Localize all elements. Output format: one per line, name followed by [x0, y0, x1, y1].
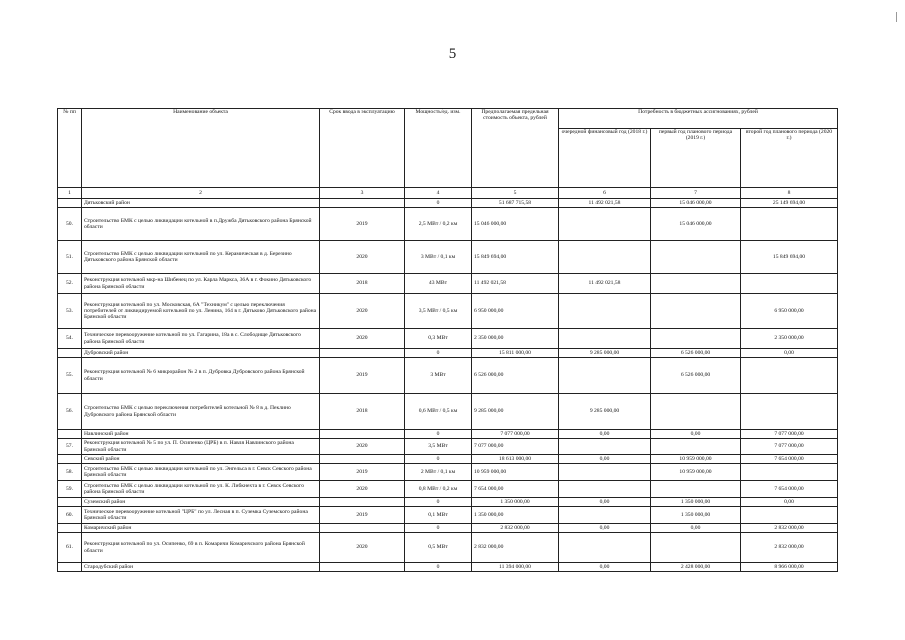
object-row [58, 439, 838, 455]
object-row [58, 481, 838, 498]
district-cost: 2 832 000,00 [472, 524, 559, 533]
object-name: Строительство БМК с целью ликвидации котельной по ул. К. Либкнехта в г. Севск Севского района Брянской области [82, 481, 320, 498]
district-capacity: 0 [405, 349, 472, 358]
investment-table [57, 108, 838, 572]
object-2019 [651, 274, 741, 294]
object-2018 [559, 439, 651, 455]
object-cost: 7 077 000,00 [472, 439, 559, 455]
object-date: 2019 [320, 464, 405, 481]
object-name: Строительство БМК с целью переключения потребителей котельной № 8 в д. Пеклино Дубровского района Брянской области [82, 394, 320, 430]
district-cost: 1 350 000,00 [472, 498, 559, 507]
district-2020: 7 654 000,00 [741, 455, 838, 464]
district-capacity: 0 [405, 524, 472, 533]
district-2018: 0,00 [559, 498, 651, 507]
object-name: Реконструкция котельной по ул. Осипенко, 69 в п. Комаричи Комаричского района Брянской области [82, 533, 320, 563]
object-number: 51. [58, 241, 82, 274]
object-row [58, 533, 838, 563]
object-2018 [559, 533, 651, 563]
district-2020: 25 149 694,00 [741, 199, 838, 208]
object-2019 [651, 241, 741, 274]
object-number: 55. [58, 358, 82, 394]
object-number: 53. [58, 294, 82, 329]
district-row [58, 199, 838, 208]
district-2018: 0,00 [559, 430, 651, 439]
object-date: 2018 [320, 274, 405, 294]
object-date: 2020 [320, 533, 405, 563]
district-row [58, 349, 838, 358]
district-capacity: 0 [405, 430, 472, 439]
object-2020 [741, 208, 838, 241]
object-name: Техническое перевооружение котельной по ул. Гагарина, 18а в с. Слободище Дятьковского района Брянской области [82, 329, 320, 349]
district-2019: 6 526 000,00 [651, 349, 741, 358]
header-2019: первый год планового периода (2019 г.) [651, 129, 741, 188]
district-cost: 51 687 715,58 [472, 199, 559, 208]
object-number: 54. [58, 329, 82, 349]
object-number: 58. [58, 464, 82, 481]
district-cost: 7 077 000,00 [472, 430, 559, 439]
district-2020: 0,00 [741, 349, 838, 358]
district-2018: 0,00 [559, 455, 651, 464]
district-row [58, 563, 838, 572]
object-2018 [559, 241, 651, 274]
district-2019: 0,00 [651, 524, 741, 533]
object-row [58, 464, 838, 481]
district-name: Суземский район [82, 498, 320, 507]
object-name: Реконструкция котельной мкр-на Шибенец по ул. Карла Маркса, 36А в г. Фокино Дятьковского района Брянской области [82, 274, 320, 294]
object-cost: 15 046 000,00 [472, 208, 559, 241]
column-number: 7 [651, 188, 741, 199]
object-2018 [559, 358, 651, 394]
header-date: Срок ввода в эксплуатацию [320, 109, 405, 188]
object-row [58, 507, 838, 524]
district-2020: 0,00 [741, 498, 838, 507]
district-2019: 1 350 000,00 [651, 498, 741, 507]
object-date: 2020 [320, 329, 405, 349]
object-date: 2018 [320, 394, 405, 430]
object-row [58, 358, 838, 394]
object-2019 [651, 294, 741, 329]
object-2019 [651, 533, 741, 563]
column-number: 8 [741, 188, 838, 199]
object-2020: 15 849 694,00 [741, 241, 838, 274]
object-date: 2020 [320, 481, 405, 498]
header-no: № пп [58, 109, 82, 188]
object-2020 [741, 274, 838, 294]
column-number: 4 [405, 188, 472, 199]
district-cost: 11 394 000,00 [472, 563, 559, 572]
header-cost: Предполагаемая предельная стоимость объекта, рублей [472, 109, 559, 188]
object-capacity: 2,5 МВт / 0,2 км [405, 208, 472, 241]
object-2020 [741, 358, 838, 394]
object-2020: 2 832 000,00 [741, 533, 838, 563]
header-need: Потребность в бюджетных ассигнованиях, рублей [559, 109, 838, 129]
object-capacity: 0,8 МВт / 0,2 км [405, 481, 472, 498]
object-cost: 1 350 000,00 [472, 507, 559, 524]
object-cost: 6 526 000,00 [472, 358, 559, 394]
page-number: 5 [448, 46, 457, 62]
district-row [58, 430, 838, 439]
district-name: Навлинский район [82, 430, 320, 439]
object-2018 [559, 329, 651, 349]
object-2019 [651, 439, 741, 455]
object-cost: 6 950 000,00 [472, 294, 559, 329]
object-2019 [651, 394, 741, 430]
district-2019: 15 046 000,00 [651, 199, 741, 208]
object-2018 [559, 481, 651, 498]
object-number: 56. [58, 394, 82, 430]
district-cost: 15 811 000,00 [472, 349, 559, 358]
object-2020 [741, 394, 838, 430]
object-row [58, 329, 838, 349]
object-capacity: 3,5 МВт [405, 439, 472, 455]
object-name: Строительство БМК с целью ликвидации котельной по ул. Энгельса в г. Севск Севского района Брянской области [82, 464, 320, 481]
object-2018 [559, 507, 651, 524]
object-2018: 9 285 000,00 [559, 394, 651, 430]
object-2018: 11 492 021,58 [559, 274, 651, 294]
object-row [58, 394, 838, 430]
object-capacity: 3 МВт / 0,1 км [405, 241, 472, 274]
object-2018 [559, 208, 651, 241]
object-2019: 15 046 000,00 [651, 208, 741, 241]
object-cost: 11 492 021,58 [472, 274, 559, 294]
district-2019: 0,00 [651, 430, 741, 439]
object-cost: 9 285 000,00 [472, 394, 559, 430]
header-capacity: Мощность/ед. изм. [405, 109, 472, 188]
column-number-row [58, 188, 838, 199]
district-2019: 10 959 000,00 [651, 455, 741, 464]
header-2018: очередной финансовый год (2018 г.) [559, 129, 651, 188]
object-capacity: 3 МВт [405, 358, 472, 394]
object-2018 [559, 294, 651, 329]
column-number: 6 [559, 188, 651, 199]
object-capacity: 43 МВт [405, 274, 472, 294]
object-cost: 15 849 694,00 [472, 241, 559, 274]
object-number: 59. [58, 481, 82, 498]
object-cost: 7 654 000,00 [472, 481, 559, 498]
object-row [58, 208, 838, 241]
object-number: 52. [58, 274, 82, 294]
column-number: 5 [472, 188, 559, 199]
district-row [58, 524, 838, 533]
district-name: Комаричский район [82, 524, 320, 533]
object-date: 2019 [320, 208, 405, 241]
district-name: Дятьковский район [82, 199, 320, 208]
column-number: 3 [320, 188, 405, 199]
object-name: Техническое перевооружение котельной "ЦРБ" по ул. Лесная в п. Суземка Суземского района Брянской области [82, 507, 320, 524]
object-row [58, 294, 838, 329]
object-number: 50. [58, 208, 82, 241]
district-2018: 0,00 [559, 524, 651, 533]
object-capacity: 0,1 МВт [405, 507, 472, 524]
object-name: Реконструкция котельной по ул. Московская, 6А "Техникум" с целью переключения потребителей от ликвидируемой котельной по ул. Ленина, 164 в г. Дятьково Дятьковского района Брянской области [82, 294, 320, 329]
object-2019: 1 350 000,00 [651, 507, 741, 524]
header-2020: второй год планового периода (2020 г.) [741, 129, 838, 188]
object-number: 61. [58, 533, 82, 563]
district-2018: 0,00 [559, 563, 651, 572]
object-name: Строительство БМК с целью ликвидации котельной в п.Дружба Дятьковского района Брянской области [82, 208, 320, 241]
object-2020: 6 950 000,00 [741, 294, 838, 329]
object-row [58, 274, 838, 294]
object-2018 [559, 464, 651, 481]
district-2020: 8 966 000,00 [741, 563, 838, 572]
object-2020: 7 077 000,00 [741, 439, 838, 455]
district-2020: 7 077 000,00 [741, 430, 838, 439]
object-name: Реконструкция котельной № 6 микрорайон № 2 в п. Дубровка Дубровского района Брянской области [82, 358, 320, 394]
object-2020 [741, 507, 838, 524]
district-capacity: 0 [405, 498, 472, 507]
district-name: Севский район [82, 455, 320, 464]
column-number: 1 [58, 188, 82, 199]
object-2019: 10 959 000,00 [651, 464, 741, 481]
object-cost: 2 832 000,00 [472, 533, 559, 563]
district-row [58, 455, 838, 464]
column-number: 2 [82, 188, 320, 199]
object-2020: 2 350 000,00 [741, 329, 838, 349]
district-2019: 2 428 000,00 [651, 563, 741, 572]
object-capacity: 3,5 МВт / 0,5 км [405, 294, 472, 329]
district-2018: 9 285 000,00 [559, 349, 651, 358]
object-name: Реконструкция котельной № 5 по ул. П. Осипенко (ЦРБ) в п. Навля Навлинского района Брянской области [82, 439, 320, 455]
object-capacity: 0,6 МВт / 0,5 км [405, 394, 472, 430]
object-date: 2020 [320, 439, 405, 455]
object-capacity: 2 МВт / 0,1 км [405, 464, 472, 481]
object-2019 [651, 329, 741, 349]
district-row [58, 498, 838, 507]
object-date: 2020 [320, 294, 405, 329]
header-row [58, 109, 838, 129]
object-2020: 7 654 000,00 [741, 481, 838, 498]
district-capacity: 0 [405, 199, 472, 208]
object-name: Строительство БМК с целью ликвидации котельной по ул. Керамическая в д. Березино Дятьковского района Брянской области [82, 241, 320, 274]
object-cost: 10 959 000,00 [472, 464, 559, 481]
object-row [58, 241, 838, 274]
district-cost: 18 613 000,00 [472, 455, 559, 464]
header-name: Наименование объекта [82, 109, 320, 188]
object-date: 2019 [320, 358, 405, 394]
district-capacity: 0 [405, 455, 472, 464]
object-cost: 2 350 000,00 [472, 329, 559, 349]
district-capacity: 0 [405, 563, 472, 572]
object-2020 [741, 464, 838, 481]
object-2019 [651, 481, 741, 498]
district-name: Дубровский район [82, 349, 320, 358]
object-capacity: 0,5 МВт [405, 533, 472, 563]
object-date: 2019 [320, 507, 405, 524]
district-2018: 11 492 021,58 [559, 199, 651, 208]
district-2020: 2 832 000,00 [741, 524, 838, 533]
page-edge-mark [896, 12, 897, 22]
object-date: 2020 [320, 241, 405, 274]
object-number: 60. [58, 507, 82, 524]
object-capacity: 0,3 МВт [405, 329, 472, 349]
object-number: 57. [58, 439, 82, 455]
district-name: Стародубский район [82, 563, 320, 572]
object-2019: 6 526 000,00 [651, 358, 741, 394]
